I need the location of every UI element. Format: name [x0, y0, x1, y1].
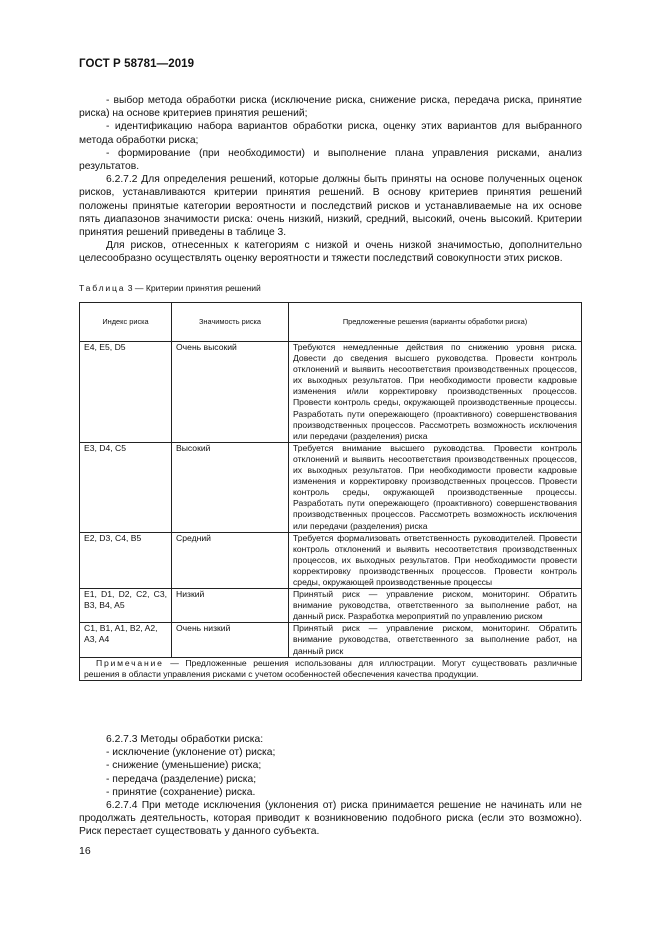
table-caption-label: Таблица	[79, 283, 126, 293]
risk-significance-cell: Средний	[172, 532, 289, 588]
table-row	[80, 623, 582, 657]
methods-heading: 6.2.7.3 Методы обработки риска:	[106, 734, 264, 745]
table-row	[80, 589, 582, 623]
table-note	[80, 657, 582, 680]
table-caption	[79, 283, 261, 293]
paragraph: - формирование (при необходимости) и выполнение плана управления рисками, анализ результатов.	[79, 147, 582, 173]
note-label: Примечание	[96, 657, 164, 668]
list-item: - исключение (уклонение от) риска;	[106, 747, 276, 759]
page-number: 16	[79, 845, 91, 857]
list-item: - принятие (сохранение) риска.	[106, 786, 256, 798]
paragraph: Для рисков, отнесенных к категориям с низкой и очень низкой значимостью, дополнительно целесообразно осуществлять оценку вероятности и тяжести последствий совокупности этих рисков.	[79, 240, 582, 265]
paragraph: - идентификацию набора вариантов обработки риска, оценку этих вариантов для выбранного метода обработки риска;	[79, 121, 582, 146]
risk-significance-cell: Очень высокий	[172, 342, 289, 443]
document-header: ГОСТ Р 58781—2019	[79, 58, 195, 70]
decision-cell: Требуется внимание высшего руководства. Провести контроль отклонений и выявить несоответствия производственных процессов, их выходных результатов. При необходимости провести кадровые изменения и корректировку производственных процессов. Провести контроль среды, окружающей производственные процессы. Разработать пути опережающего (проактивного) совершенствования производственных процессов. Рассмотреть возможность исключения или передачи (разделения) риска	[289, 442, 582, 532]
list-item: - передача (разделение) риска;	[106, 773, 257, 785]
risk-index-cell: E3, D4, C5	[80, 442, 172, 532]
decision-cell: Принятый риск — управление риском, мониторинг. Обратить внимание руководства, ответственного за выполнение работ, на данный риск	[289, 623, 582, 657]
table-note-row	[80, 657, 582, 680]
table-caption-text: 3 — Критерии принятия решений	[127, 283, 261, 293]
table-row	[80, 532, 582, 588]
methods-section	[79, 733, 582, 839]
paragraph: - выбор метода обработки риска (исключение риска, снижение риска, передача риска, принятие риска) на основе критериев принятия решений;	[79, 95, 582, 120]
risk-significance-cell: Очень низкий	[172, 623, 289, 657]
risk-index-cell: E4, E5, D5	[80, 342, 172, 443]
risk-significance-cell: Низкий	[172, 589, 289, 623]
risk-criteria-table	[79, 302, 582, 681]
table-header-row	[80, 303, 582, 342]
table-row	[80, 442, 582, 532]
decision-cell: Требуется формализовать ответственность руководителей. Провести контроль отклонений и выявить несоответствия производственных процессов, их выходных результатов. При необходимости провести корректировку производственных процессов. Провести контроль среды, окружающей производственные процессы	[289, 532, 582, 588]
header-risk-index: Индекс риска	[80, 303, 172, 342]
risk-index-cell: E2, D3, C4, B5	[80, 532, 172, 588]
intro-text	[79, 94, 582, 266]
note-text: — Предложенные решения использованы для иллюстрации. Могут существовать различные решения в области управления рисками с учетом особенностей обеспечения качества продукции.	[84, 657, 577, 679]
risk-index-cell: E1, D1, D2, C2, C3, B3, B4, A5	[80, 589, 172, 623]
list-item: - снижение (уменьшение) риска;	[106, 760, 262, 772]
decision-cell: Принятый риск — управление риском, мониторинг. Обратить внимание руководства, ответственного за выполнение работ, на данный риск. Разработка мероприятий по управлению риском	[289, 589, 582, 623]
paragraph: 6.2.7.2 Для определения решений, которые должны быть приняты на основе полученных оценок рисков, устанавливаются критерии принятия решений. В основу критериев принятия решений положены принятые категории вероятности и последствий рисков и устанавливаемые на их основе пять диапазонов значимости риска: очень низкий, низкий, средний, высокий, очень высокий. Критерии принятия решений приведены в таблице 3.	[79, 174, 582, 239]
header-risk-significance: Значимость риска	[172, 303, 289, 342]
header-proposed-decisions: Предложенные решения (варианты обработки риска)	[289, 303, 582, 342]
decision-cell: Требуются немедленные действия по снижению уровня риска. Довести до сведения высшего руководства. Провести контроль отклонений и выявить несоответствия производственных процессов, их выходных результатов. При необходимости провести кадровые изменения и/или корректировку производственных процессов. Провести контроль среды, окружающей производственные процессы. Разработать пути опережающего (проактивного) совершенствования производственных процессов. Рассмотреть возможность исключения или передачи (разделения) риска	[289, 342, 582, 443]
paragraph: 6.2.7.4 При методе исключения (уклонения от) риска принимается решение не начинать или не продолжать деятельность, которая приводит к возникновению подобного риска (если это возможно). Риск перестает существовать у данного субъекта.	[79, 800, 582, 838]
table-row	[80, 342, 582, 443]
risk-significance-cell: Высокий	[172, 442, 289, 532]
risk-index-cell: C1, B1, A1, B2, A2, A3, A4	[80, 623, 172, 657]
